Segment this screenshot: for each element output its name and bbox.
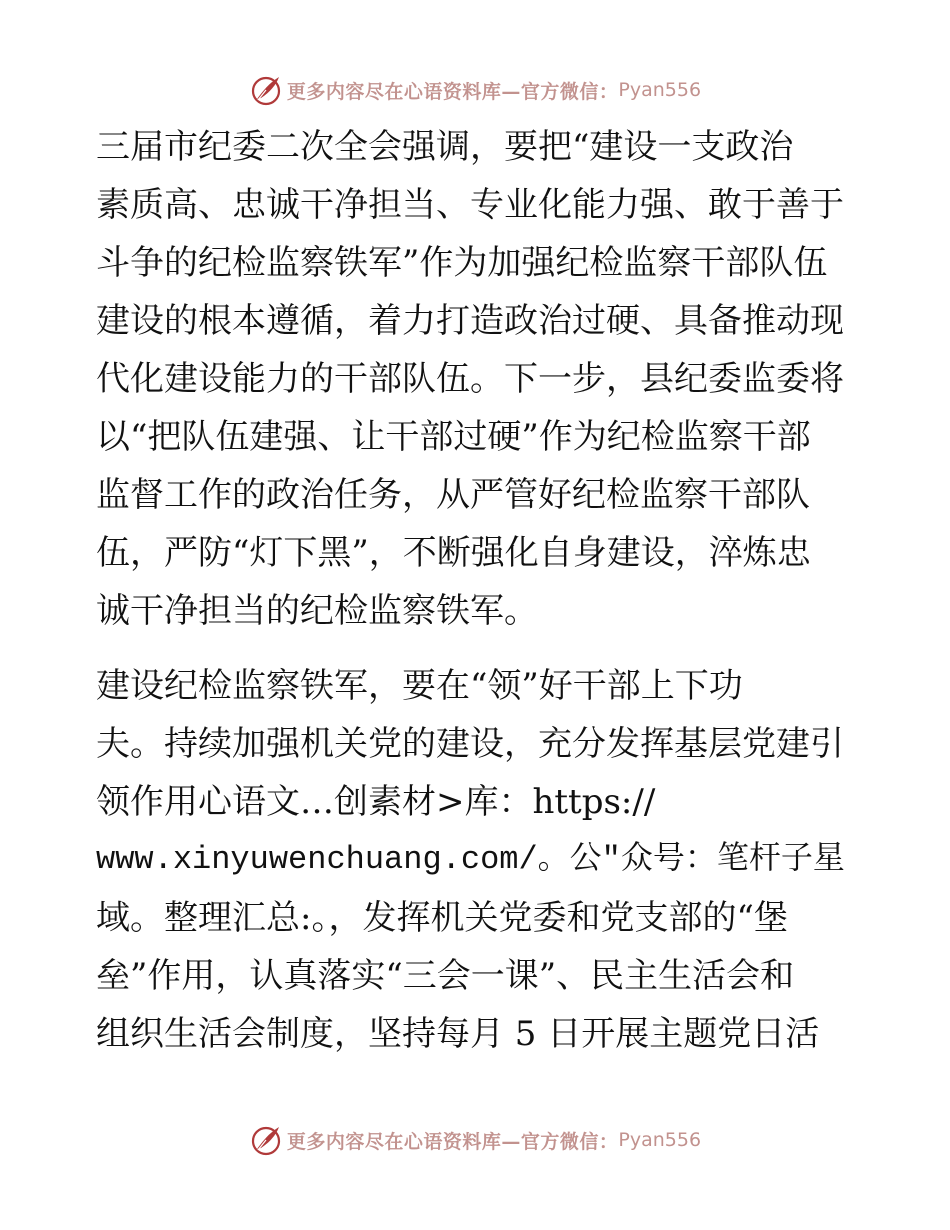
paragraph-line: 代化建设能力的干部队伍。下一步，县纪委监委将 (96, 359, 844, 399)
paragraph-line-url: www.xinyuwenchuang.com/。公"众号：笔杆子星 (96, 841, 845, 878)
header-wechat-id: Pyan556 (618, 79, 702, 101)
paragraph-line: 三届市纪委二次全会强调，要把“建设一支政治 (96, 127, 794, 167)
feather-quill-logo-icon (249, 1123, 283, 1157)
header-banner (0, 70, 950, 110)
paragraph-line: 组织生活会制度，坚持每月 5 日开展主题党日活 (96, 1014, 820, 1054)
paragraph-line: 域。整理汇总:。，发挥机关党委和党支部的“堡 (96, 898, 788, 938)
paragraph-1 (96, 118, 876, 640)
paragraph-line: 垒”作用，认真落实“三会一课”、民主生活会和 (96, 956, 795, 996)
paragraph-line: 伍，严防“灯下黑”，不断强化自身建设，淬炼忠 (96, 533, 811, 573)
paragraph-line: 建设纪检监察铁军，要在“领”好干部上下功 (96, 666, 743, 706)
paragraph-line: 素质高、忠诚干净担当、专业化能力强、敢于善于 (96, 185, 844, 225)
feather-quill-logo-icon (249, 73, 283, 107)
paragraph-line: 诚干净担当的纪检监察铁军。 (96, 591, 538, 631)
paragraph-line: 监督工作的政治任务，从严管好纪检监察干部队 (96, 475, 810, 515)
footer-brand-text: 更多内容尽在心语资料库—官方微信： (286, 1130, 619, 1153)
paragraph-line: 斗争的纪检监察铁军”作为加强纪检监察干部队伍 (96, 243, 828, 283)
paragraph-2 (96, 657, 876, 1063)
paragraph-line: 建设的根本遵循，着力打造政治过硬、具备推动现 (96, 301, 844, 341)
paragraph-line: 以“把队伍建强、让干部过硬”作为纪检监察干部 (96, 417, 811, 457)
footer-wechat-id: Pyan556 (618, 1129, 702, 1151)
footer-banner (0, 1120, 950, 1160)
paragraph-line: 夫。持续加强机关党的建设，充分发挥基层党建引 (96, 724, 844, 764)
header-brand-text: 更多内容尽在心语资料库—官方微信： (286, 80, 619, 103)
paragraph-line-with-link: 领作用心语文…创素材>库：https:// (96, 782, 656, 822)
